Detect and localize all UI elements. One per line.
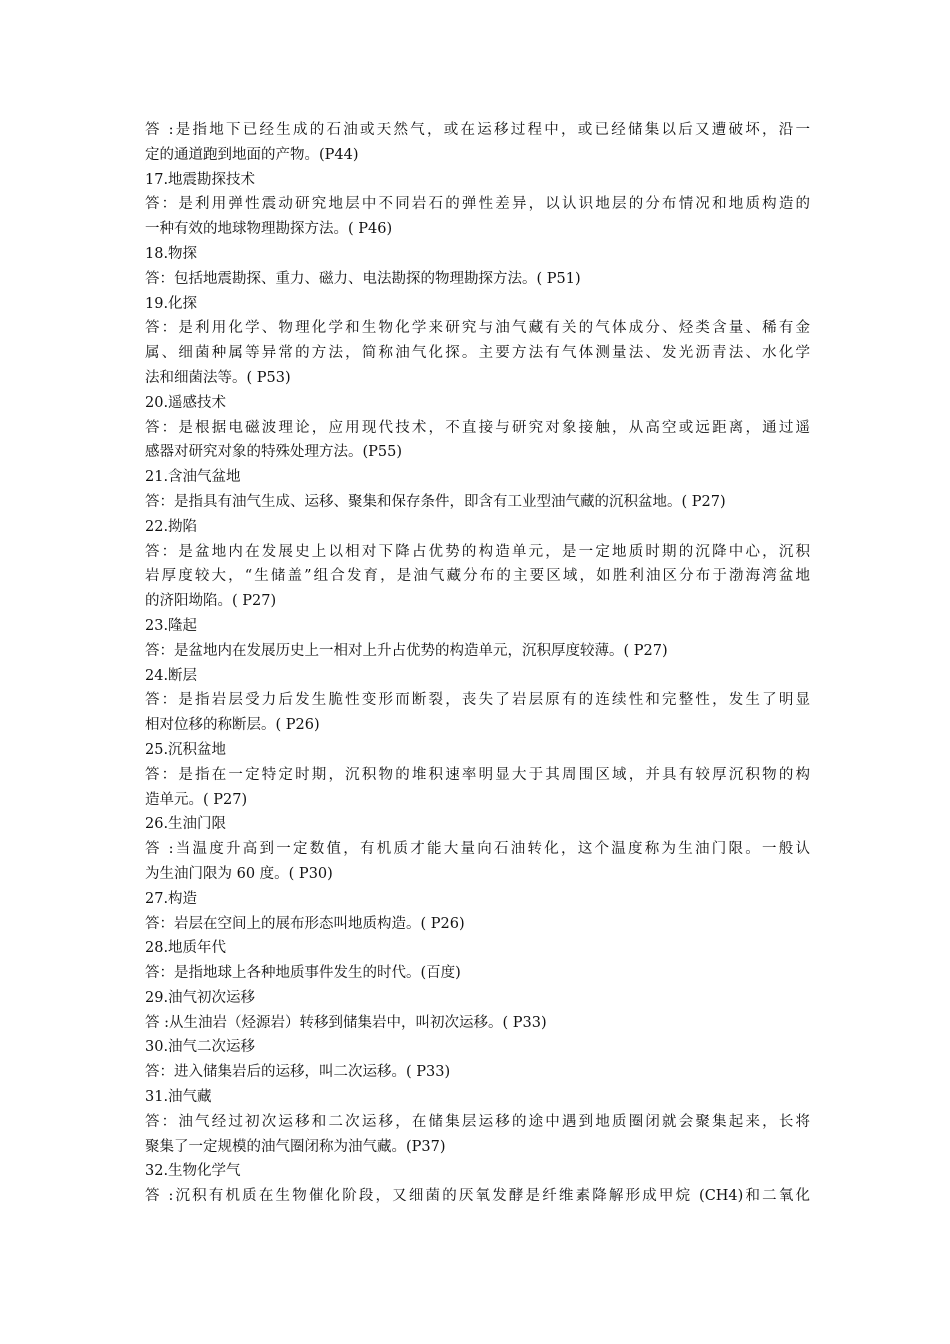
term-heading bbox=[145, 391, 810, 416]
text-line: 答：是指在一定特定时期，沉积物的堆积速率明显大于其周围区域，并具有较厚沉积物的构 bbox=[145, 766, 810, 783]
text-line: 岩厚度较大，“生储盖”组合发育，是油气藏分布的主要区域，如胜利油区分布于渤海湾盆地 bbox=[145, 568, 810, 585]
text-line: 25.沉积盆地 bbox=[145, 741, 227, 758]
answer-paragraph bbox=[145, 1060, 810, 1085]
text-line: 答：是指岩层受力后发生脆性变形而断裂，丧失了岩层原有的连续性和完整性，发生了明显 bbox=[145, 692, 810, 709]
answer-paragraph bbox=[145, 1184, 810, 1209]
term-heading bbox=[145, 664, 810, 689]
text-line: 答：是根据电磁波理论，应用现代技术，不直接与研究对象接触，从高空或远距离，通过遥 bbox=[145, 419, 810, 436]
text-line: 26.生油门限 bbox=[145, 816, 227, 833]
term-heading bbox=[145, 465, 810, 490]
term-heading bbox=[145, 1159, 810, 1184]
answer-paragraph bbox=[145, 688, 810, 738]
text-line: 聚集了一定规模的油气圈闭称为油气藏。(P37) bbox=[145, 1138, 446, 1155]
text-line: 为生油门限为 60 度。( P30) bbox=[145, 865, 333, 882]
text-line: 19.化探 bbox=[145, 295, 198, 312]
answer-paragraph bbox=[145, 763, 810, 813]
text-line: 24.断层 bbox=[145, 667, 198, 684]
text-line: 答 :沉积有机质在生物催化阶段，又细菌的厌氧发酵是纤维素降解形成甲烷 (CH4)和二氧化 bbox=[145, 1188, 810, 1205]
term-heading bbox=[145, 1085, 810, 1110]
text-line: 答：进入储集岩后的运移，叫二次运移。( P33) bbox=[145, 1064, 451, 1081]
answer-paragraph bbox=[145, 961, 810, 986]
term-heading bbox=[145, 515, 810, 540]
answer-paragraph bbox=[145, 639, 810, 664]
text-line: 答：是指地球上各种地质事件发生的时代。(百度) bbox=[145, 965, 461, 982]
text-line: 22.拗陷 bbox=[145, 518, 198, 535]
term-heading bbox=[145, 168, 810, 193]
answer-paragraph bbox=[145, 118, 810, 168]
text-line: 属、细菌种属等异常的方法，简称油气化探。主要方法有气体测量法、发光沥青法、水化学 bbox=[145, 345, 810, 362]
term-heading bbox=[145, 242, 810, 267]
text-line: 答：包括地震勘探、重力、磁力、电法勘探的物理勘探方法。( P51) bbox=[145, 270, 581, 287]
document-body bbox=[145, 118, 810, 1209]
term-heading bbox=[145, 986, 810, 1011]
text-line: 17.地震勘探技术 bbox=[145, 171, 256, 188]
answer-paragraph bbox=[145, 540, 810, 614]
answer-paragraph bbox=[145, 267, 810, 292]
text-line: 31.油气藏 bbox=[145, 1089, 212, 1106]
answer-paragraph bbox=[145, 837, 810, 887]
text-line: 20.遥感技术 bbox=[145, 394, 227, 411]
text-line: 答：油气经过初次运移和二次运移，在储集层运移的途中遇到地质圈闭就会聚集起来，长将 bbox=[145, 1113, 810, 1130]
term-heading bbox=[145, 812, 810, 837]
answer-paragraph bbox=[145, 316, 810, 390]
answer-paragraph bbox=[145, 1110, 810, 1160]
term-heading bbox=[145, 738, 810, 763]
term-heading bbox=[145, 936, 810, 961]
text-line: 答 :当温度升高到一定数值，有机质才能大量向石油转化，这个温度称为生油门限。一般认 bbox=[145, 841, 810, 858]
text-line: 答：是盆地内在发展史上以相对下降占优势的构造单元，是一定地质时期的沉降中心，沉积 bbox=[145, 543, 810, 560]
answer-paragraph bbox=[145, 192, 810, 242]
text-line: 的济阳坳陷。( P27) bbox=[145, 593, 277, 610]
text-line: 答 :是指地下已经生成的石油或天然气，或在运移过程中，或已经储集以后又遭破坏，沿一 bbox=[145, 122, 810, 138]
text-line: 相对位移的称断层。( P26) bbox=[145, 717, 320, 734]
text-line: 答：是利用弹性震动研究地层中不同岩石的弹性差异，以认识地层的分布情况和地质构造的 bbox=[145, 196, 810, 213]
answer-paragraph bbox=[145, 490, 810, 515]
text-line: 定的通道跑到地面的产物。(P44) bbox=[145, 146, 359, 163]
answer-paragraph bbox=[145, 912, 810, 937]
term-heading bbox=[145, 614, 810, 639]
text-line: 23.隆起 bbox=[145, 617, 198, 634]
text-line: 答：岩层在空间上的展布形态叫地质构造。( P26) bbox=[145, 915, 465, 932]
text-line: 29.油气初次运移 bbox=[145, 989, 256, 1006]
text-line: 答：是指具有油气生成、运移、聚集和保存条件，即含有工业型油气藏的沉积盆地。( P27) bbox=[145, 493, 726, 510]
term-heading bbox=[145, 292, 810, 317]
text-line: 18.物探 bbox=[145, 245, 198, 262]
text-line: 答 :从生油岩（烃源岩）转移到储集岩中，叫初次运移。( P33) bbox=[145, 1014, 547, 1031]
text-line: 30.油气二次运移 bbox=[145, 1039, 256, 1056]
text-line: 一种有效的地球物理勘探方法。( P46) bbox=[145, 221, 393, 238]
text-line: 造单元。( P27) bbox=[145, 791, 248, 808]
answer-paragraph bbox=[145, 416, 810, 466]
text-line: 答：是利用化学、物理化学和生物化学来研究与油气藏有关的气体成分、烃类含量、稀有金 bbox=[145, 320, 810, 337]
text-line: 28.地质年代 bbox=[145, 940, 227, 957]
text-line: 27.构造 bbox=[145, 890, 198, 907]
term-heading bbox=[145, 1035, 810, 1060]
text-line: 21.含油气盆地 bbox=[145, 469, 241, 486]
text-line: 答：是盆地内在发展历史上一相对上升占优势的构造单元，沉积厚度较薄。( P27) bbox=[145, 642, 668, 659]
term-heading bbox=[145, 887, 810, 912]
answer-paragraph bbox=[145, 1011, 810, 1036]
text-line: 感器对研究对象的特殊处理方法。(P55) bbox=[145, 444, 403, 461]
text-line: 32.生物化学气 bbox=[145, 1163, 241, 1180]
text-line: 法和细菌法等。( P53) bbox=[145, 369, 291, 386]
